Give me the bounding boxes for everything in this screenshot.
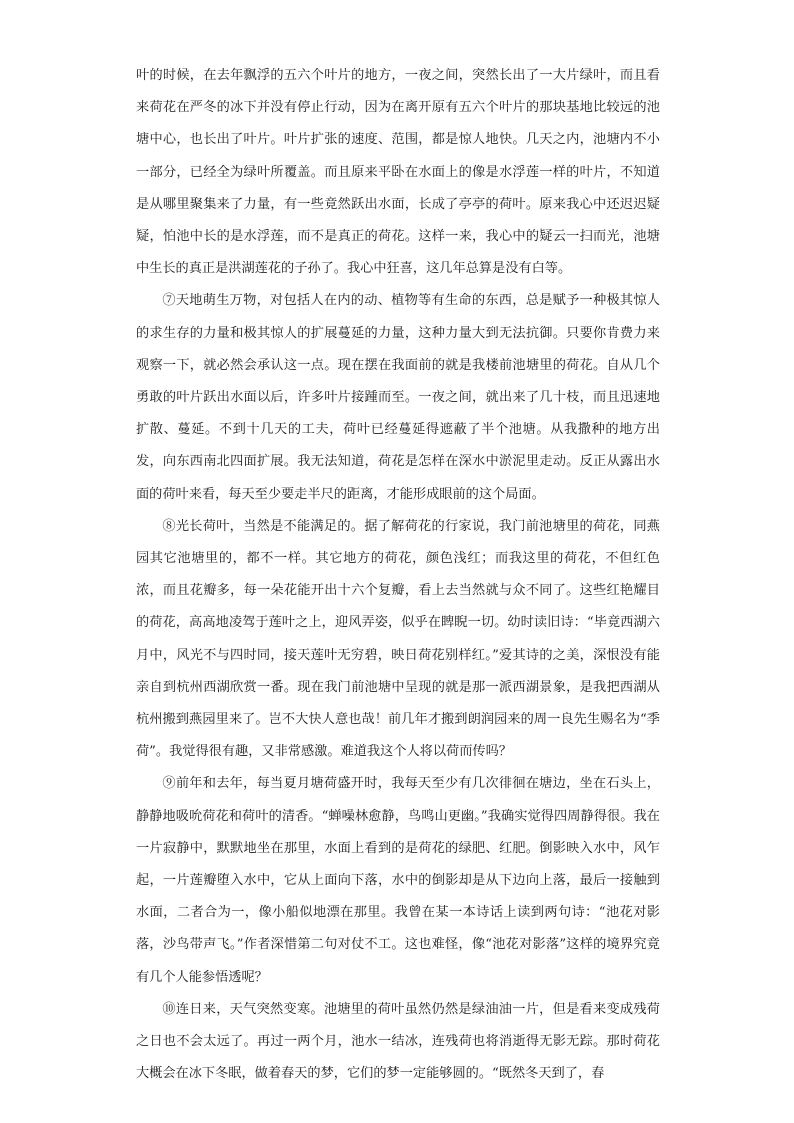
document-page	[136, 60, 660, 1091]
paragraph-10: ⑩连日来，天气突然变寒。池塘里的荷叶虽然仍然是绿油油一片，但是看来变成残荷之日也不会太远了。再过一两个月，池水一结冰，连残荷也将消逝得无影无踪。那时荷花大概会在冰下冬眠，做着春天的梦，它们的梦一定能够圆的。“既然冬天到了，春	[136, 1001, 660, 1082]
paragraph-9: ⑨前年和去年，每当夏月塘荷盛开时，我每天至少有几次徘徊在塘边，坐在石头上，静静地吸吮荷花和荷叶的清香。“蝉噪林愈静，鸟鸣山更幽。”我确实觉得四周静得很。我在一片寂静中，默默地坐在那里，水面上看到的是荷花的绿肥、红肥。倒影映入水中，风乍起，一片莲瓣堕入水中，它从上面向下落，水中的倒影却是从下边向上落，最后一接触到水面，二者合为一，像小船似地漂在那里。我曾在某一本诗话上读到两句诗：“池花对影落，沙鸟带声飞。”作者深惜第二句对仗不工。这也难怪，像“池花对影落”这样的境界究竟有几个人能参悟透呢？	[136, 776, 660, 985]
paragraph-8: ⑧光长荷叶，当然是不能满足的。据了解荷花的行家说，我门前池塘里的荷花，同燕园其它池塘里的，都不一样。其它地方的荷花，颜色浅红；而我这里的荷花，不但红色浓，而且花瓣多，每一朵花能开出十六个复瓣，看上去当然就与众不同了。这些红艳耀目的荷花，高高地凌驾于莲叶之上，迎风弄姿，似乎在睥睨一切。幼时读旧诗：“毕竟西湖六月中，风光不与四时同，接天莲叶无穷碧，映日荷花别样红。”爱其诗的之美，深恨没有能亲自到杭州西湖欣赏一番。现在我门前池塘中呈现的就是那一派西湖景象，是我把西湖从杭州搬到燕园里来了。岂不大快人意也哉！前几年才搬到朗润园来的周一良先生赐名为“季荷”。我觉得很有趣，又非常感激。难道我这个人将以荷而传吗？	[136, 518, 660, 760]
paragraph-continued: 叶的时候，在去年飘浮的五六个叶片的地方，一夜之间，突然长出了一大片绿叶，而且看来荷花在严冬的冰下并没有停止行动，因为在离开原有五六个叶片的那块基地比较远的池塘中心，也长出了叶片。叶片扩张的速度、范围，都是惊人地快。几天之内，池塘内不小一部分，已经全为绿叶所覆盖。而且原来平卧在水面上的像是水浮莲一样的叶片，不知道是从哪里聚集来了力量，有一些竟然跃出水面，长成了亭亭的荷叶。原来我心中还迟迟疑疑，怕池中长的是水浮莲，而不是真正的荷花。这样一来，我心中的疑云一扫而光，池塘中生长的真正是洪湖莲花的子孙了。我心中狂喜，这几年总算是没有白等。	[136, 68, 660, 277]
paragraph-7: ⑦天地萌生万物，对包括人在内的动、植物等有生命的东西，总是赋予一种极其惊人的求生存的力量和极其惊人的扩展蔓延的力量，这种力量大到无法抗御。只要你肯费力来观察一下，就必然会承认这一点。现在摆在我面前的就是我楼前池塘里的荷花。自从几个勇敢的叶片跃出水面以后，许多叶片接踵而至。一夜之间，就出来了几十枝，而且迅速地扩散、蔓延。不到十几天的工夫，荷叶已经蔓延得遮蔽了半个池塘。从我撒种的地方出发，向东西南北四面扩展。我无法知道，荷花是怎样在深水中淤泥里走动。反正从露出水面的荷叶来看，每天至少要走半尺的距离，才能形成眼前的这个局面。	[136, 293, 660, 502]
